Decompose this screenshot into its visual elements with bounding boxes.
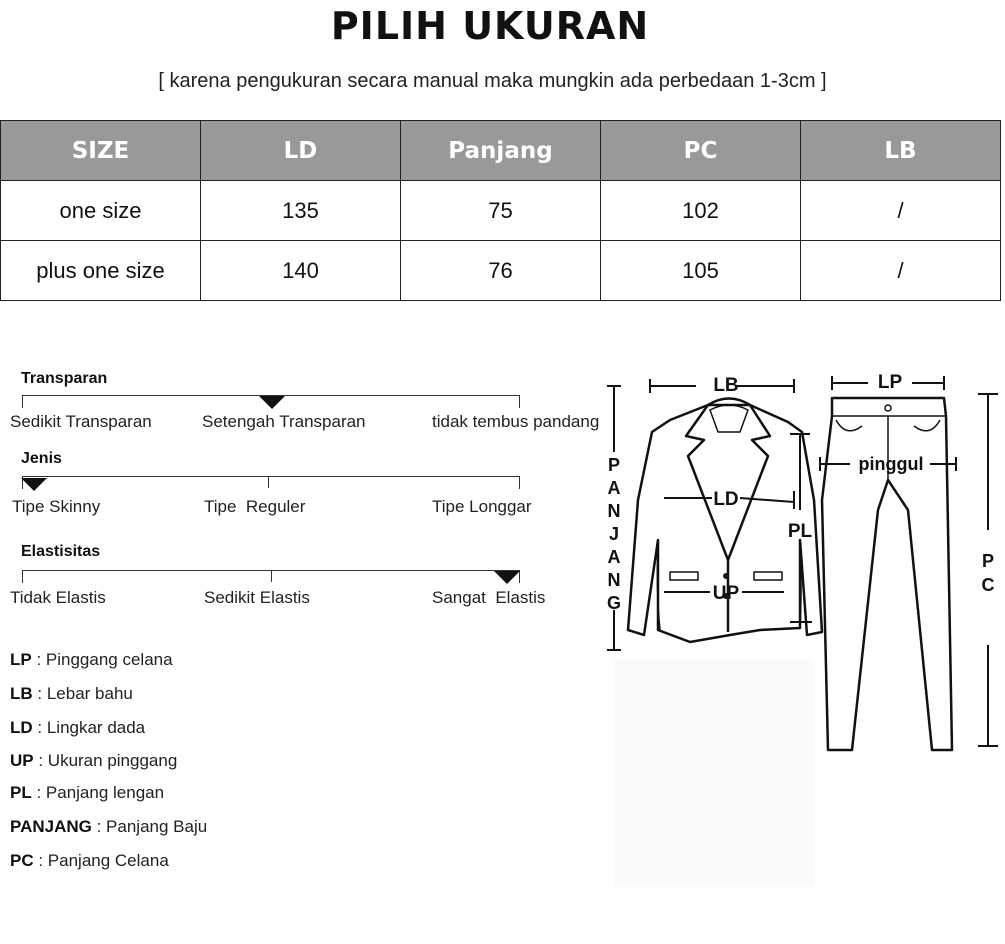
elastisitas-option: Sangat Elastis — [432, 588, 546, 607]
elastisitas-selected-marker — [494, 571, 520, 584]
elastisitas-option: Sedikit Elastis — [204, 588, 310, 607]
legend-item — [10, 751, 177, 771]
vertical-letter: C — [981, 575, 995, 595]
legend-desc: : Pinggang celana — [31, 650, 173, 669]
column-header: LD — [201, 121, 401, 181]
legend-item — [10, 851, 169, 871]
transparan-option: Setengah Transparan — [202, 412, 366, 431]
garment-measurement-diagram — [600, 360, 1005, 900]
column-header: SIZE — [1, 121, 201, 181]
legend-abbr: UP — [10, 751, 34, 770]
pants-button — [885, 405, 891, 411]
table-cell: 76 — [401, 241, 601, 301]
pants-illustration — [822, 398, 952, 750]
page-title: PILIH UKURAN — [330, 4, 650, 48]
table-cell: / — [801, 181, 1001, 241]
elastisitas-option: Tidak Elastis — [10, 588, 106, 607]
legend-item — [10, 783, 164, 803]
pants-lp-label: LP — [877, 372, 903, 393]
jenis-option: Tipe Reguler — [204, 497, 306, 516]
vertical-letter: A — [607, 478, 621, 498]
scale-tick — [271, 570, 272, 582]
transparan-label: Transparan — [21, 370, 108, 387]
jenis-option: Tipe Longgar — [432, 497, 532, 516]
legend-item — [10, 684, 133, 704]
vertical-letter: G — [606, 593, 622, 613]
jacket-pl-label: PL — [787, 521, 813, 542]
transparan-option: tidak tembus pandang — [432, 412, 600, 431]
legend-abbr: LD — [10, 718, 33, 737]
table-row — [1, 241, 1001, 301]
jenis-scale — [22, 476, 520, 489]
vertical-letter: A — [607, 547, 621, 567]
column-header: PC — [601, 121, 801, 181]
legend-desc: : Lebar bahu — [32, 684, 133, 703]
jenis-label: Jenis — [21, 450, 62, 467]
legend-item — [10, 817, 207, 837]
column-header: Panjang — [401, 121, 601, 181]
legend-desc: : Panjang Baju — [91, 817, 208, 836]
elastisitas-label: Elastisitas — [21, 543, 101, 560]
jenis-selected-marker — [21, 478, 47, 491]
jenis-option: Tipe Skinny — [12, 497, 101, 516]
table-cell: 105 — [601, 241, 801, 301]
table-cell: plus one size — [1, 241, 201, 301]
legend-abbr: PC — [10, 851, 34, 870]
legend-desc: : Ukuran pinggang — [33, 751, 178, 770]
table-cell: one size — [1, 181, 201, 241]
column-header: LB — [801, 121, 1001, 181]
background-shape — [614, 660, 814, 885]
vertical-letter: P — [607, 455, 621, 475]
legend-abbr: PL — [10, 783, 32, 802]
vertical-letter: P — [981, 551, 995, 571]
legend-desc: : Panjang Celana — [33, 851, 169, 870]
table-cell: / — [801, 241, 1001, 301]
legend-item — [10, 718, 145, 738]
table-row — [1, 181, 1001, 241]
table-cell: 102 — [601, 181, 801, 241]
legend-abbr: PANJANG — [10, 817, 92, 836]
size-table — [0, 120, 1001, 301]
jacket-ld-label: LD — [713, 489, 739, 510]
vertical-letter: N — [607, 570, 621, 590]
legend-item — [10, 650, 173, 670]
jacket-lb-label: LB — [713, 375, 739, 396]
transparan-selected-marker — [259, 396, 285, 409]
table-header-row — [1, 121, 1001, 181]
legend-desc: : Panjang lengan — [31, 783, 165, 802]
table-cell: 140 — [201, 241, 401, 301]
table-cell: 75 — [401, 181, 601, 241]
transparan-option: Sedikit Transparan — [10, 412, 152, 431]
scale-tick — [268, 476, 269, 488]
jacket-button — [723, 573, 729, 579]
vertical-letter: J — [608, 524, 620, 544]
legend-abbr: LB — [10, 684, 33, 703]
legend-desc: : Lingkar dada — [32, 718, 146, 737]
legend-abbr: LP — [10, 650, 32, 669]
pants-pinggul-label: pinggul — [858, 454, 924, 474]
jacket-panjang-label — [607, 455, 621, 613]
jacket-up-label: UP — [712, 583, 740, 604]
measurement-note: [ karena pengukuran secara manual maka mungkin ada perbedaan 1-3cm ] — [158, 70, 827, 92]
table-cell: 135 — [201, 181, 401, 241]
pants-pc-label — [982, 551, 995, 595]
vertical-letter: N — [607, 501, 621, 521]
